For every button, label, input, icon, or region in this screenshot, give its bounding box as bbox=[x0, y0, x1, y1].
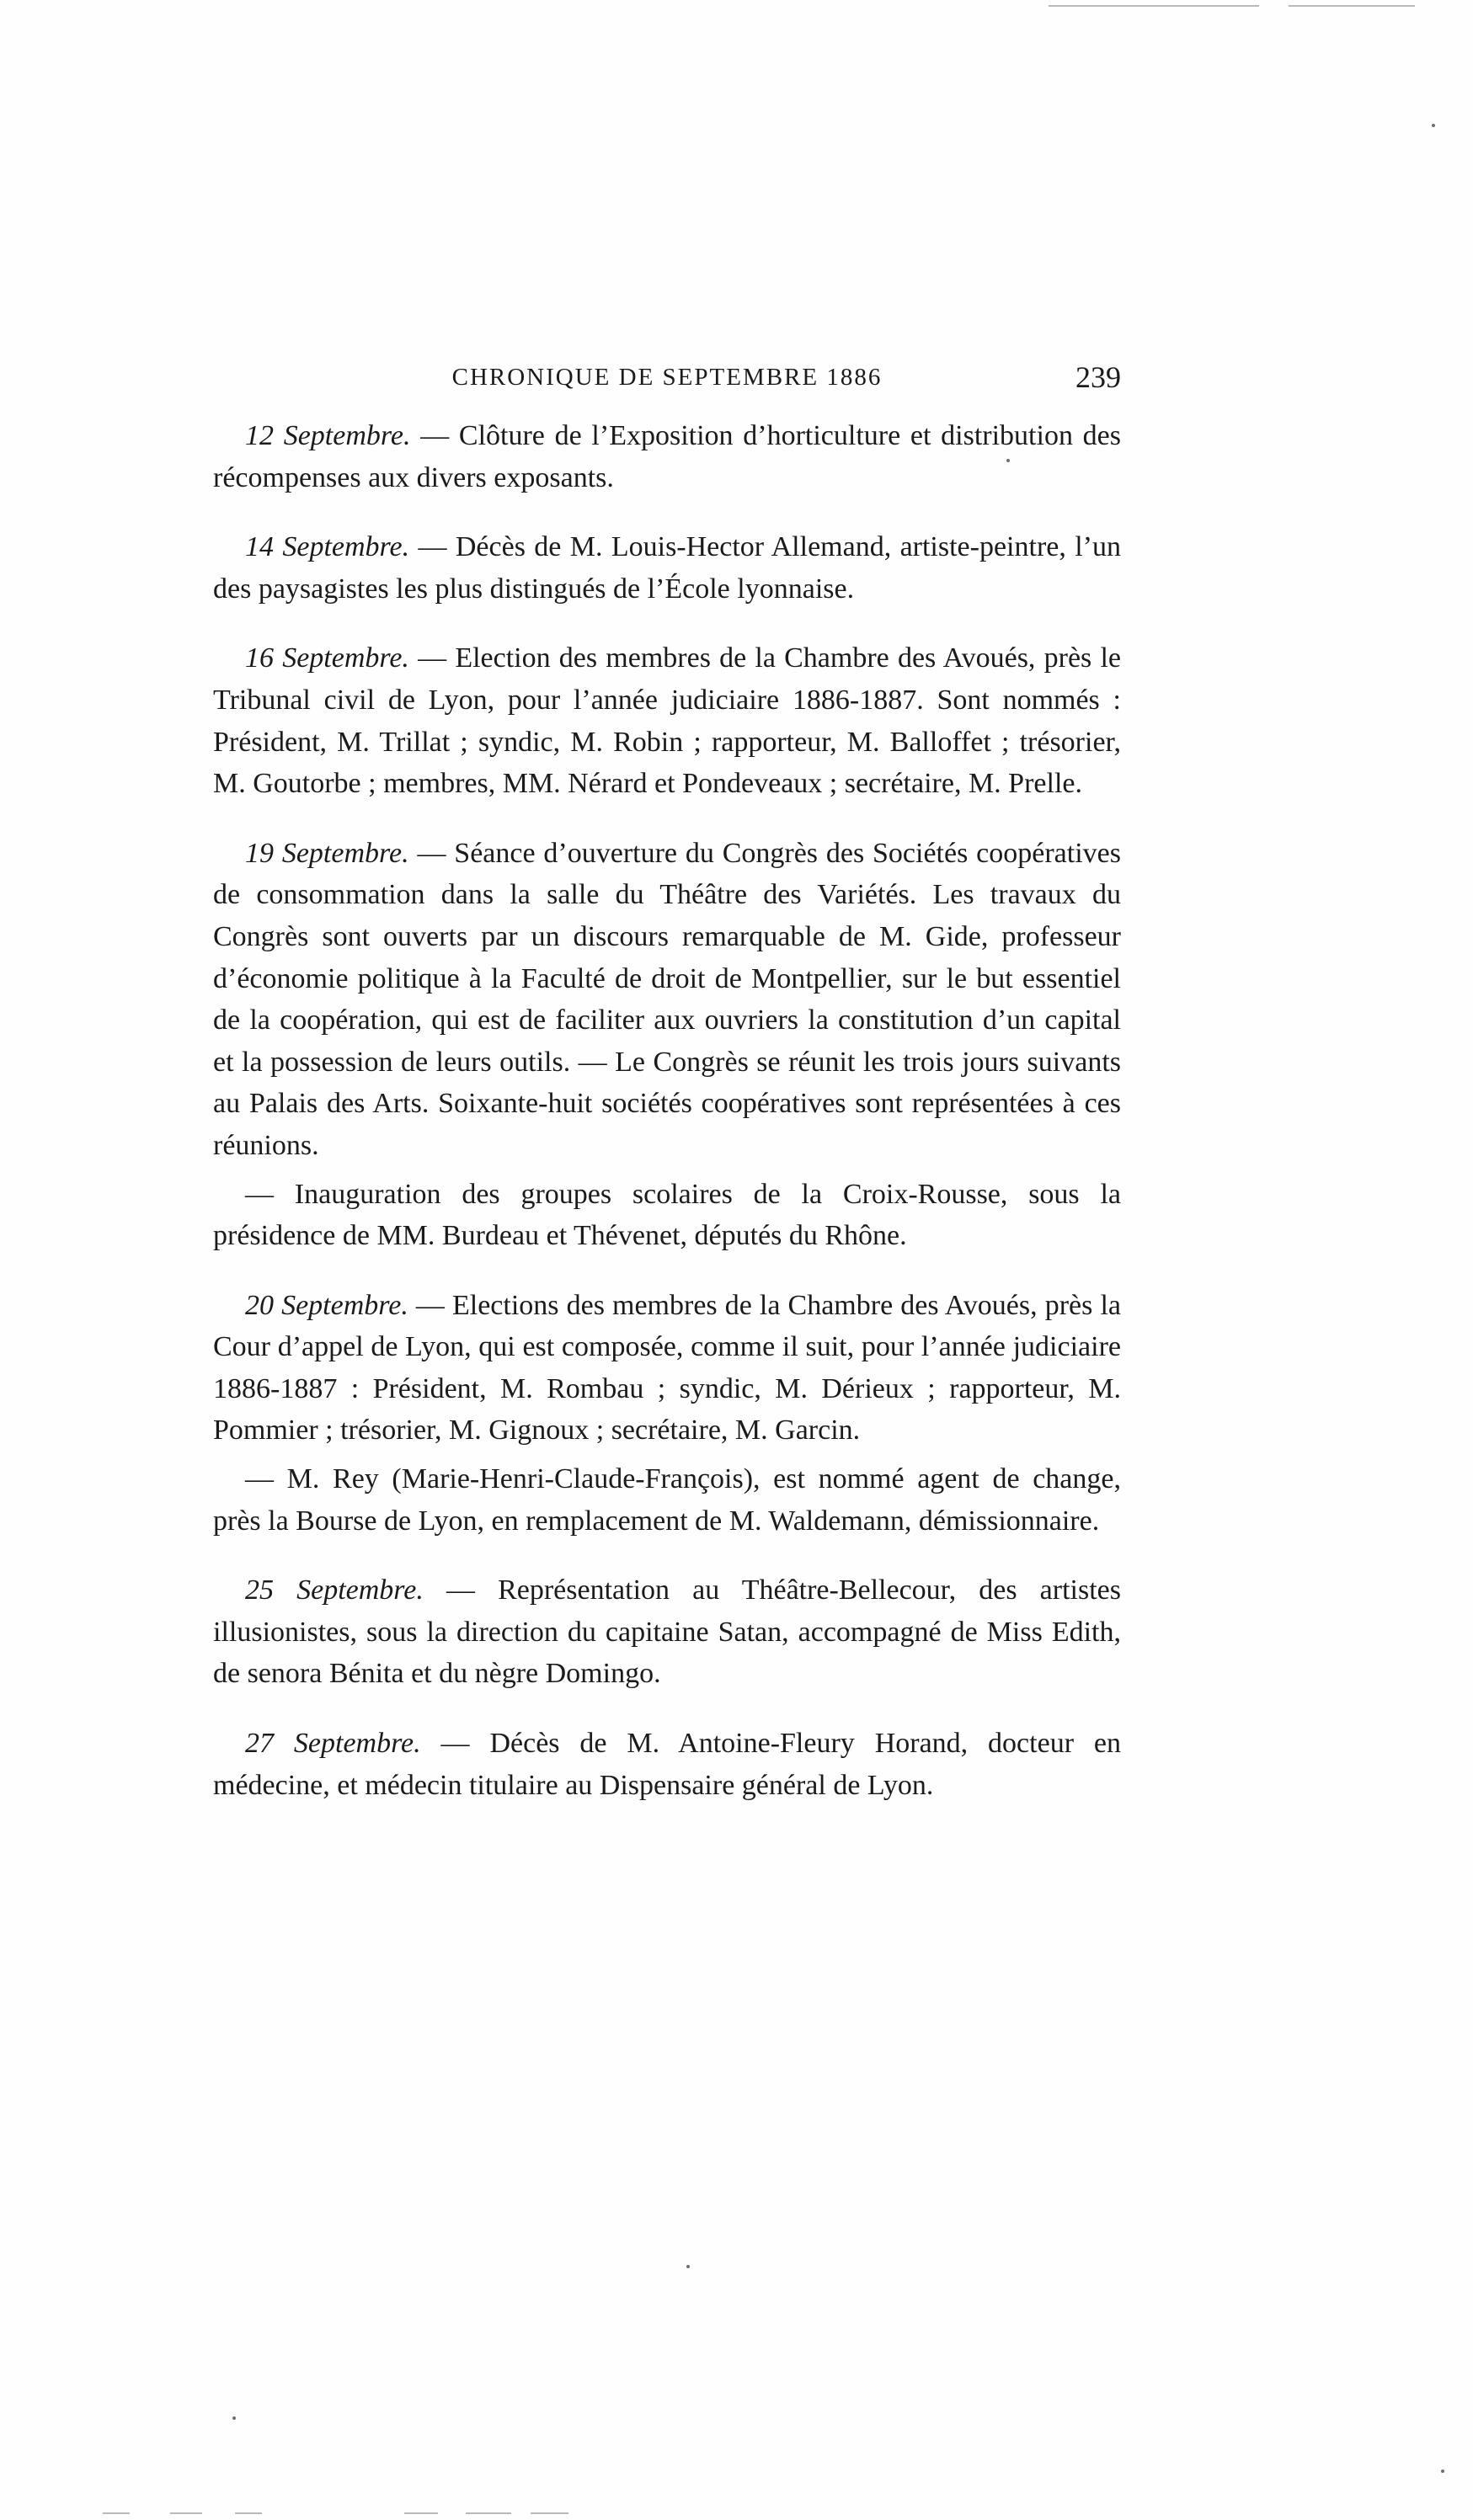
entry-text: — Décès de M. Louis-Hector Allemand, artiste-peintre, l’un des paysagistes les plus distingués de l’École lyonnaise. bbox=[213, 531, 1121, 605]
scan-speck bbox=[686, 2265, 690, 2268]
entry-27-septembre bbox=[213, 1723, 1121, 1806]
entry-date: 14 Septembre. bbox=[245, 531, 410, 563]
scan-edge-line bbox=[103, 2512, 130, 2514]
entry-text: — M. Rey (Marie-Henri-Claude-François), est nommé agent de change, près la Bourse de Lyon, en remplacement de M. Waldemann, démissionnaire. bbox=[213, 1463, 1121, 1537]
entry-14-septembre bbox=[213, 526, 1121, 610]
entry-text: — Clôture de l’Exposition d’horticulture et distribution des récompenses aux divers exposants. bbox=[213, 420, 1121, 493]
entry-date: 27 Septembre. bbox=[245, 1728, 421, 1760]
scan-speck bbox=[1006, 459, 1010, 462]
entry-20-septembre bbox=[213, 1285, 1121, 1452]
entry-date: 16 Septembre. bbox=[245, 642, 409, 674]
scan-edge-line bbox=[1289, 5, 1415, 7]
entry-date: 25 Septembre. bbox=[245, 1574, 424, 1606]
page-number: 239 bbox=[1075, 360, 1121, 394]
scan-edge-line bbox=[235, 2512, 262, 2514]
entry-text: — Décès de M. Antoine-Fleury Horand, docteur en médecine, et médecin titulaire au Dispensaire général de Lyon. bbox=[213, 1728, 1122, 1801]
entry-date: 20 Septembre. bbox=[245, 1289, 408, 1321]
scan-edge-line bbox=[404, 2512, 438, 2514]
entry-19-septembre bbox=[213, 833, 1121, 1167]
entry-19-septembre-continued bbox=[213, 1174, 1121, 1257]
scan-edge-line bbox=[1049, 5, 1259, 7]
entry-text: — Représentation au Théâtre-Bellecour, des artistes illusionistes, sous la direction du capitaine Satan, accompagné de Miss Edith, de senora Bénita et du nègre Domingo. bbox=[213, 1574, 1121, 1690]
entry-text: — Elections des membres de la Chambre des Avoués, près la Cour d’appel de Lyon, qui est composée, comme il suit, pour l’année judiciaire 1886-1887 : Président, M. Rombau ; syndic, M. Dérieux ; rapporteur, M. Pommier ; trésorier, M. Gignoux ; secrétaire, M. Garcin. bbox=[213, 1289, 1121, 1446]
running-head bbox=[213, 352, 1121, 402]
entry-25-septembre bbox=[213, 1569, 1121, 1695]
scan-speck bbox=[232, 2416, 236, 2420]
scan-edge-line bbox=[170, 2512, 202, 2514]
entry-date: 12 Septembre. bbox=[245, 420, 411, 451]
entry-text: — Inauguration des groupes scolaires de la Croix-Rousse, sous la présidence de MM. Burdeau et Thévenet, députés du Rhône. bbox=[213, 1178, 1121, 1252]
scan-speck bbox=[1441, 2469, 1444, 2473]
entry-text: — Séance d’ouverture du Congrès des Sociétés coopératives de consommation dans la salle du Théâtre des Variétés. Les travaux du Congrès sont ouverts par un discours remarquable de M. Gide, professeur d’économie politique à la Faculté de droit de Montpellier, sur le but essentiel de la coopération, qui est de faciliter aux ouvriers la constitution d’un capital et la possession de leurs outils. — Le Congrès se réunit les trois jours suivants au Palais des Arts. Soixante-huit sociétés coopératives sont représentées à ces réunions. bbox=[213, 837, 1121, 1161]
scan-speck bbox=[1432, 124, 1435, 127]
chronicle-body bbox=[213, 415, 1121, 1806]
entry-12-septembre bbox=[213, 415, 1121, 498]
entry-text: — Election des membres de la Chambre des Avoués, près le Tribunal civil de Lyon, pour l’année judiciaire 1886-1887. Sont nommés : Président, M. Trillat ; syndic, M. Robin ; rapporteur, M. Balloffet ; trésorier, M. Goutorbe ; membres, MM. Nérard et Pondeveaux ; secrétaire, M. Prelle. bbox=[213, 642, 1121, 800]
scan-edge-line bbox=[466, 2512, 511, 2514]
entry-date: 19 Septembre. bbox=[245, 837, 409, 869]
entry-20-septembre-continued bbox=[213, 1458, 1121, 1542]
scan-edge-line bbox=[531, 2512, 568, 2514]
running-title: CHRONIQUE DE SEPTEMBRE 1886 bbox=[451, 364, 883, 391]
entry-16-septembre bbox=[213, 637, 1121, 804]
